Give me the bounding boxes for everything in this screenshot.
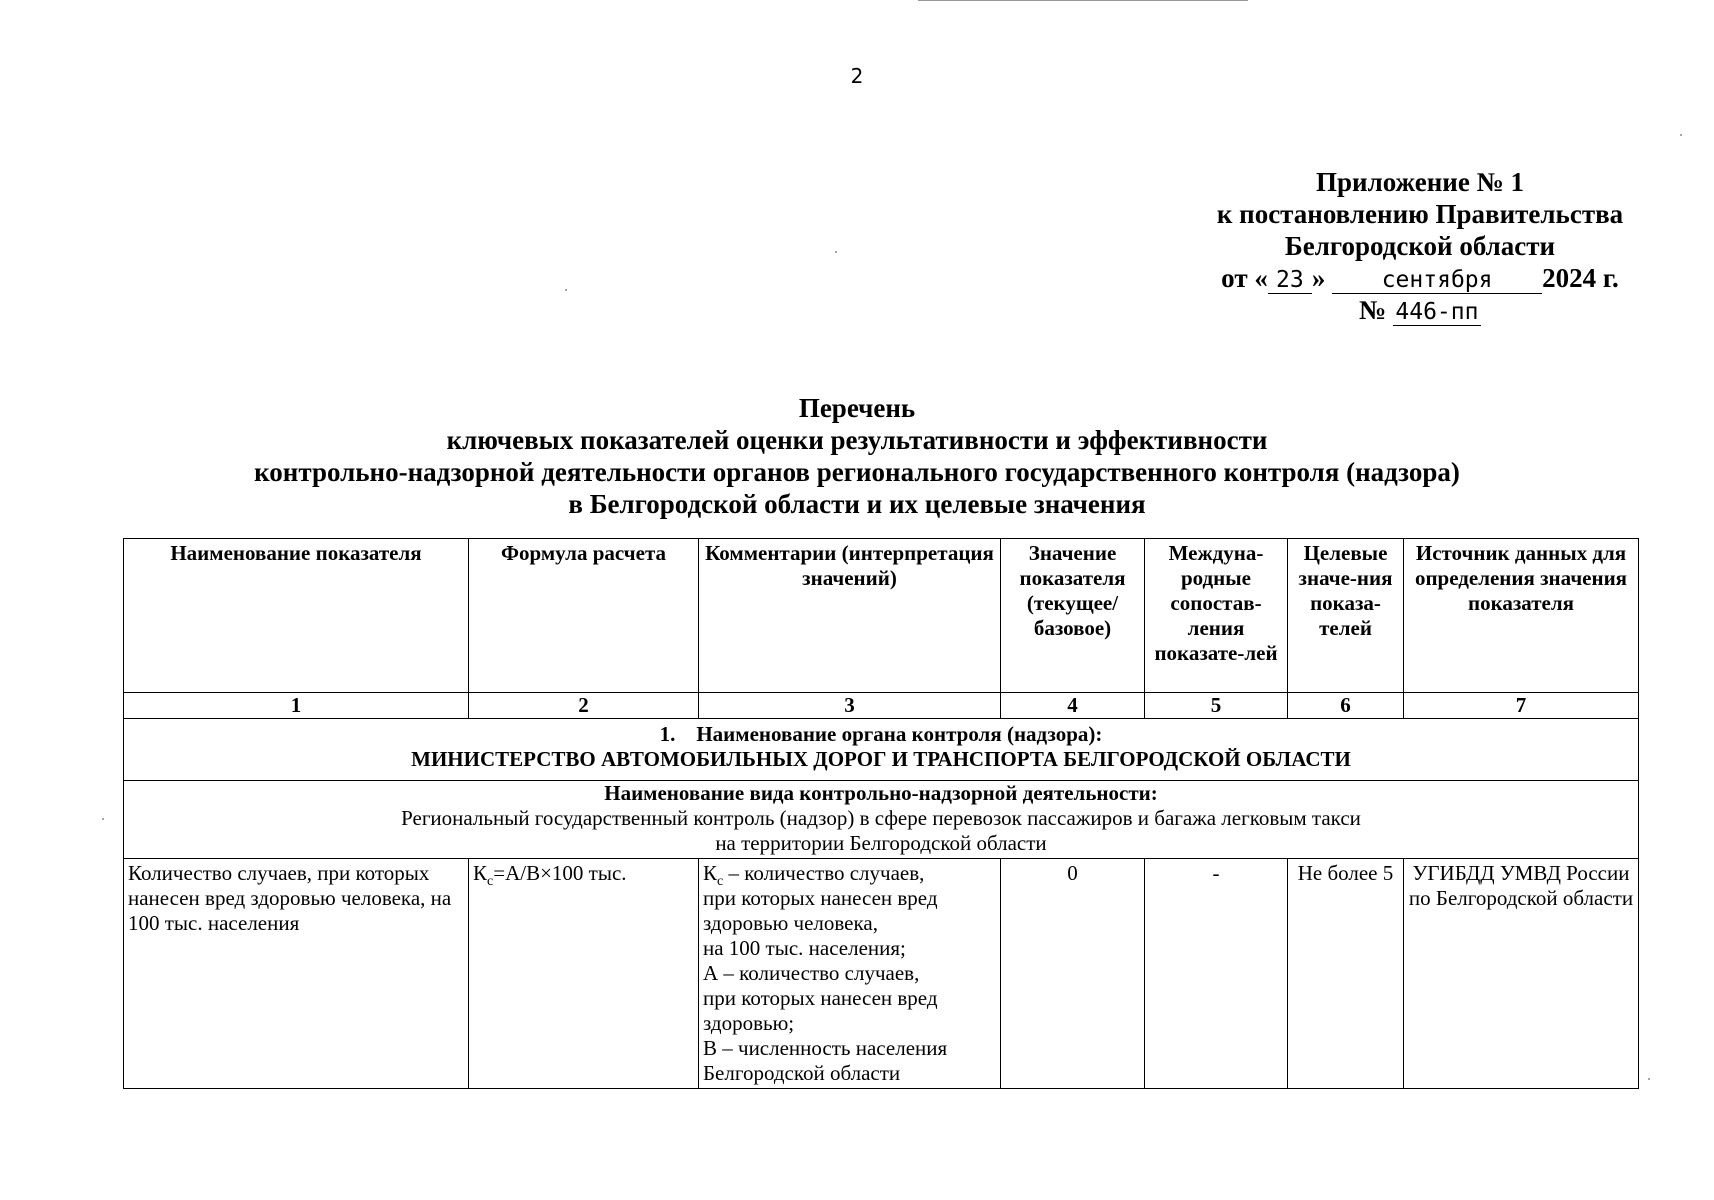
scan-speck [1680, 134, 1682, 136]
comment-cell [699, 859, 1001, 1089]
date-mid: » [1311, 263, 1326, 293]
number-prefix: № [1359, 295, 1387, 325]
value-cell: 0 [1001, 859, 1145, 1089]
activity-kind-line-1: Региональный государственный контроль (надзор) в сфере перевозок пассажиров и багажа легковым такси [401, 806, 1361, 830]
comment-line: на 100 тыс. населения; [703, 936, 906, 960]
activity-kind-row [124, 781, 1639, 859]
column-number: 2 [469, 693, 699, 719]
column-number-row [124, 693, 1639, 719]
control-body-label: 1. Наименование органа контроля (надзора): [659, 722, 1103, 746]
activity-kind-line-2: на территории Белгородской области [715, 831, 1047, 855]
comment-line: В – численность населения [703, 1036, 948, 1060]
formula-subscript: с [487, 874, 494, 890]
column-number: 6 [1288, 693, 1404, 719]
page-number: 2 [850, 64, 864, 88]
title-line-1: Перечень [798, 393, 916, 423]
column-number: 7 [1404, 693, 1639, 719]
appendix-line-3: Белгородской области [1284, 231, 1556, 261]
control-body-cell [124, 719, 1639, 781]
table-row [124, 859, 1639, 1089]
date-month: сентября [1332, 267, 1542, 294]
scan-speck [102, 818, 104, 820]
comment-line: при которых нанесен вред [703, 886, 938, 910]
appendix-number [1160, 294, 1680, 326]
date-day: 23 [1268, 267, 1312, 294]
appendix-date [1160, 262, 1680, 294]
source-cell: УГИБДД УМВД России по Белгородской области [1404, 859, 1639, 1089]
comment-subscript: с [717, 874, 724, 890]
header-source: Источник данных для определения значения показателя [1404, 539, 1639, 693]
title-line-2: ключевых показателей оценки результативности и эффективности [446, 425, 1268, 455]
date-prefix: от « [1221, 263, 1268, 293]
column-number: 3 [699, 693, 1001, 719]
formula-rest: =A/B×100 тыс. [493, 861, 627, 885]
activity-kind-label: Наименование вида контрольно-надзорной деятельности: [604, 781, 1158, 805]
scan-edge-line [918, 0, 1248, 1]
column-number: 5 [1145, 693, 1288, 719]
comment-line: здоровью; [703, 1011, 795, 1035]
date-year: 2024 г. [1542, 263, 1619, 293]
column-number: 4 [1001, 693, 1145, 719]
indicators-table [123, 538, 1639, 1089]
header-indicator-name: Наименование показателя [124, 539, 469, 693]
formula-cell [469, 859, 699, 1089]
comment-line: Белгородской области [703, 1061, 901, 1085]
appendix-line-2: к постановлению Правительства [1216, 199, 1624, 229]
document-title [0, 392, 1714, 520]
activity-kind-cell [124, 781, 1639, 859]
document-number: 446-пп [1393, 299, 1481, 326]
title-line-3: контрольно-надзорной деятельности органов регионального государственного контроля (надзора) [254, 457, 1460, 487]
header-international: Междуна-родные сопостав-ления показате-лей [1145, 539, 1288, 693]
comment-k: К [703, 861, 718, 885]
scan-speck [565, 289, 567, 291]
title-line-4: в Белгородской области и их целевые значения [568, 489, 1146, 519]
appendix-title: Приложение № 1 [1316, 167, 1524, 197]
target-cell: Не более 5 [1288, 859, 1404, 1089]
international-cell: - [1145, 859, 1288, 1089]
comment-line: А – количество случаев, [703, 961, 920, 985]
header-comments: Комментарии (интерпретация значений) [699, 539, 1001, 693]
control-body-row [124, 719, 1639, 781]
header-target: Целевые значе-ния показа-телей [1288, 539, 1404, 693]
control-body-name: МИНИСТЕРСТВО АВТОМОБИЛЬНЫХ ДОРОГ И ТРАНСПОРТА БЕЛГОРОДСКОЙ ОБЛАСТИ [411, 747, 1351, 771]
header-value: Значение показателя (текущее/ базовое) [1001, 539, 1145, 693]
comment-line: при которых нанесен вред [703, 986, 938, 1010]
comment-line-text: – количество случаев, [723, 861, 925, 885]
scan-speck [1648, 1078, 1650, 1080]
comment-line [703, 861, 996, 890]
column-number: 1 [124, 693, 469, 719]
formula-k: К [473, 861, 488, 885]
indicator-name-cell: Количество случаев, при которых нанесен вред здоровью человека, на 100 тыс. населения [124, 859, 469, 1089]
scan-speck [835, 251, 837, 253]
header-row [124, 539, 1639, 693]
comment-line: здоровью человека, [703, 911, 878, 935]
header-formula: Формула расчета [469, 539, 699, 693]
appendix-block [1160, 166, 1680, 326]
